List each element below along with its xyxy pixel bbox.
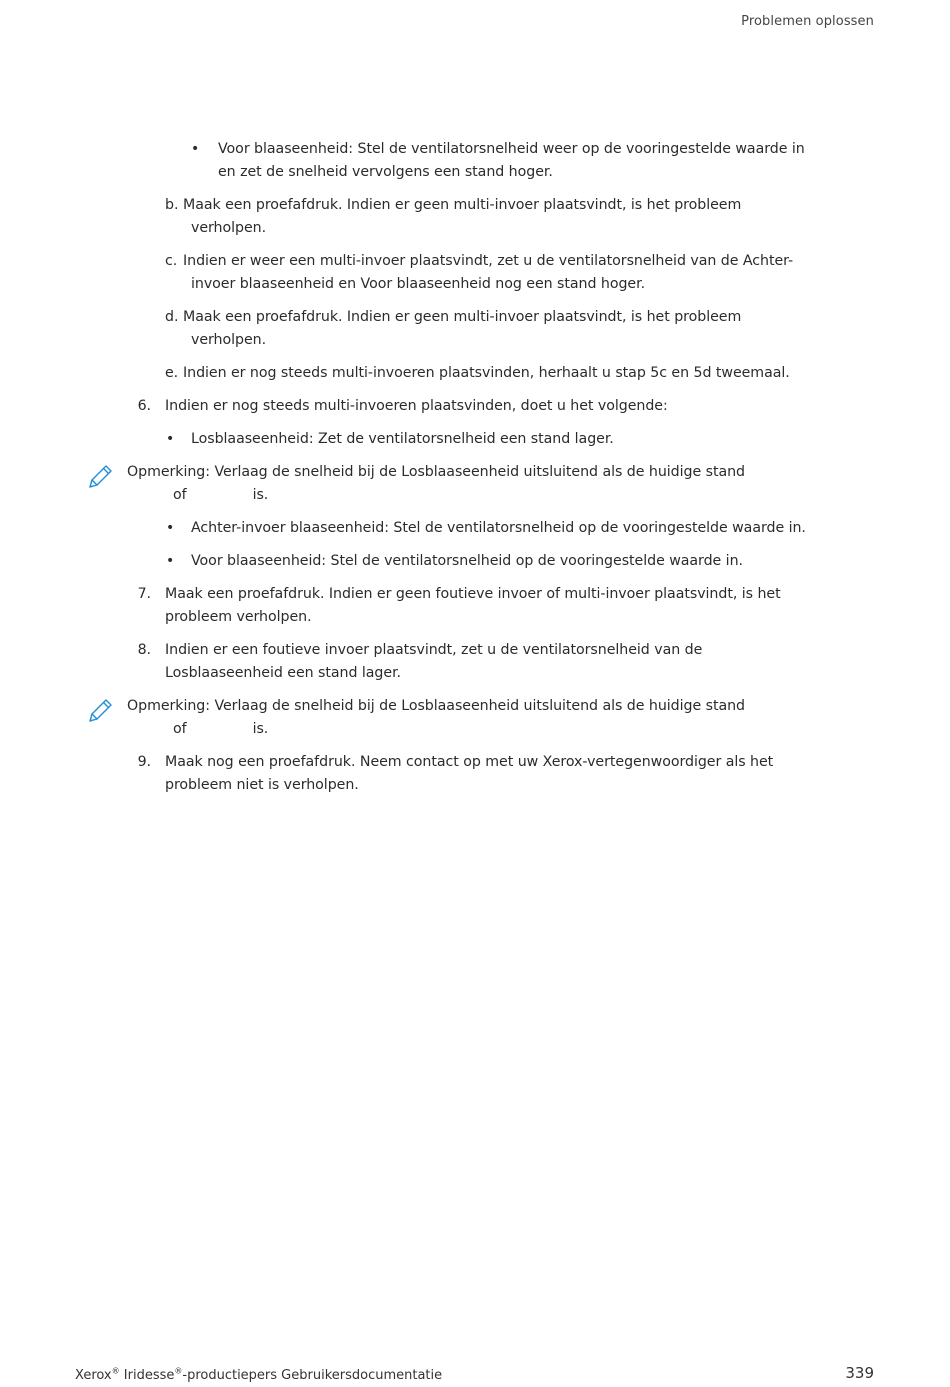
step-e-line-1: Indien er nog steeds multi-invoeren plaatsvinden, herhaalt u stap 5c en 5d tweemaal. <box>183 365 790 381</box>
step-c-marker: c. <box>165 253 178 269</box>
running-header: Problemen oplossen <box>741 14 874 29</box>
footer-rest: -productiepers Gebruikersdocumentatie <box>182 1368 443 1383</box>
note-2-of: of <box>173 721 187 737</box>
bullet-losblaaseenheid-text: Losblaaseenheid: Zet de ventilatorsnelheid een stand lager. <box>191 431 614 447</box>
note-1-line-1: Opmerking: Verlaag de snelheid bij de Losblaaseenheid uitsluitend als de huidige stand <box>127 464 746 480</box>
step-9 <box>0 751 950 797</box>
note-1-of: of <box>173 487 187 503</box>
bullet-voor-blaaseenheid-hoger <box>0 138 950 184</box>
step-8-line-2: Losblaaseenheid een stand lager. <box>165 665 402 681</box>
step-c-line-1: Indien er weer een multi-invoer plaatsvindt, zet u de ventilatorsnelheid van de Achter- <box>183 253 794 269</box>
step-7-marker: 7. <box>137 586 151 602</box>
step-b <box>0 194 950 240</box>
footer-registered-1: ® <box>111 1366 120 1376</box>
step-9-line-2: probleem niet is verholpen. <box>165 777 359 793</box>
step-9-marker: 9. <box>137 754 151 770</box>
step-6-marker: 6. <box>137 398 151 414</box>
bullet-marker: • <box>166 553 175 569</box>
step-c <box>0 250 950 296</box>
step-e-marker: e. <box>165 365 179 381</box>
footer-brand: Xerox <box>75 1368 112 1383</box>
step-8 <box>0 639 950 685</box>
step-8-marker: 8. <box>137 642 151 658</box>
step-b-marker: b. <box>165 197 179 213</box>
step-7 <box>0 583 950 629</box>
page-number: 339 <box>845 1364 874 1382</box>
bullet-line-2: en zet de snelheid vervolgens een stand hoger. <box>218 164 553 180</box>
step-8-line-1: Indien er een foutieve invoer plaatsvindt, zet u de ventilatorsnelheid van de <box>165 642 703 658</box>
note-1 <box>0 461 950 507</box>
step-c-line-2: invoer blaaseenheid en Voor blaaseenheid nog een stand hoger. <box>191 276 646 292</box>
step-d-line-2: verholpen. <box>191 332 267 348</box>
step-b-line-1: Maak een proefafdruk. Indien er geen multi-invoer plaatsvindt, is het probleem <box>183 197 742 213</box>
step-6 <box>0 395 950 418</box>
step-e <box>0 362 950 385</box>
step-9-line-1: Maak nog een proefafdruk. Neem contact op met uw Xerox-vertegenwoordiger als het <box>165 754 774 770</box>
note-2-is: is. <box>252 721 269 737</box>
pencil-icon <box>88 697 114 723</box>
note-1-line-2 <box>173 484 268 507</box>
bullet-voor-blaaseenheid <box>0 550 950 573</box>
bullet-achter-invoer-text: Achter-invoer blaaseenheid: Stel de ventilatorsnelheid op de vooringestelde waarde in. <box>191 520 806 536</box>
step-6-text: Indien er nog steeds multi-invoeren plaatsvinden, doet u het volgende: <box>165 398 668 414</box>
note-2-line-2 <box>173 718 268 741</box>
bullet-line-1: Voor blaaseenheid: Stel de ventilatorsnelheid weer op de vooringestelde waarde in <box>218 141 805 157</box>
note-2 <box>0 695 950 741</box>
page-body <box>0 138 950 807</box>
bullet-marker: • <box>191 141 200 157</box>
footer-doc-title <box>75 1368 442 1383</box>
step-b-line-2: verholpen. <box>191 220 267 236</box>
note-2-line-1: Opmerking: Verlaag de snelheid bij de Losblaaseenheid uitsluitend als de huidige stand <box>127 698 746 714</box>
footer-registered-2: ® <box>174 1366 183 1376</box>
step-d-marker: d. <box>165 309 179 325</box>
bullet-losblaaseenheid <box>0 428 950 451</box>
bullet-achter-invoer <box>0 517 950 540</box>
bullet-marker: • <box>166 520 175 536</box>
footer-product: Iridesse <box>123 1368 175 1383</box>
step-d <box>0 306 950 352</box>
step-d-line-1: Maak een proefafdruk. Indien er geen multi-invoer plaatsvindt, is het probleem <box>183 309 742 325</box>
pencil-icon <box>88 463 114 489</box>
step-7-line-1: Maak een proefafdruk. Indien er geen foutieve invoer of multi-invoer plaatsvindt, is het <box>165 586 781 602</box>
step-7-line-2: probleem verholpen. <box>165 609 312 625</box>
bullet-voor-blaaseenheid-text: Voor blaaseenheid: Stel de ventilatorsnelheid op de vooringestelde waarde in. <box>191 553 743 569</box>
bullet-marker: • <box>166 431 175 447</box>
note-1-is: is. <box>252 487 269 503</box>
